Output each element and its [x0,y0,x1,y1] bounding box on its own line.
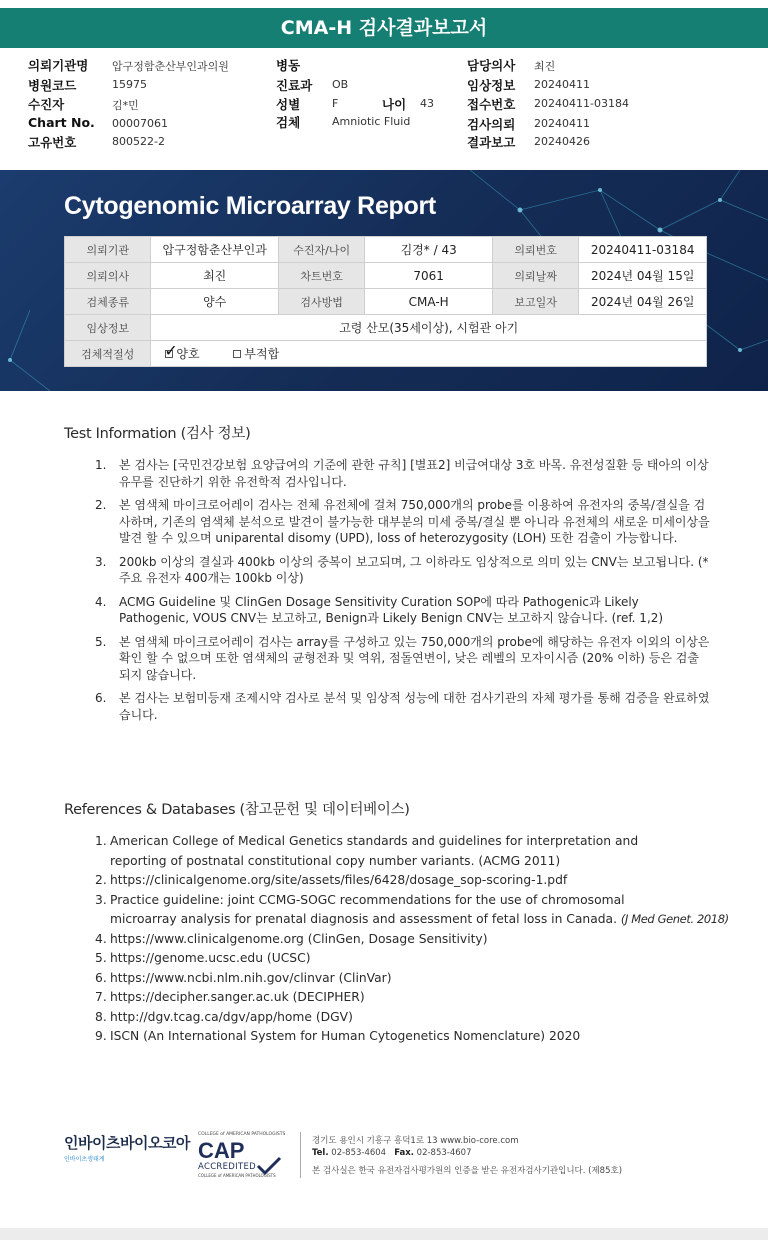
meta-header: 차트번호 [278,263,364,289]
specimen-value: Amniotic Fluid [332,115,411,128]
clinical-info-value: 고령 산모(35세이상), 시험관 아기 [151,315,707,341]
item-number: 6. [95,691,107,705]
patient-label: 수진자 [28,97,65,112]
meta-value: 최진 [151,263,279,289]
report-meta-table [64,236,707,367]
meta-value: 2024년 04월 15일 [579,263,707,289]
item-number: 2. [95,873,107,887]
footer-divider [300,1132,301,1178]
item-number: 3. [95,892,107,907]
list-item [95,457,710,490]
reference-text-cont: microarray analysis for prenatal diagnosis and assessment of fetal loss in Canada. [110,912,617,926]
adequacy-bad-option[interactable] [233,345,279,362]
chart-label: Chart No. [28,115,95,130]
item-number: 5. [95,951,107,965]
company-logo-sub: 인바이츠생태계 [64,1156,105,1163]
meta-value: 김경* / 43 [365,237,493,263]
item-text: 본 염색체 마이크로어레이 검사는 전체 유전체에 걸쳐 750,000개의 probe를 이용하여 유전자의 중복/결실을 검사하며, 기존의 염색체 분석으로 발견이 불가능한 대부분의 미세 중복/결실 뿐 아니라 유전체의 새로운 미세이상을 발견 할 수 있으며 uniparental disomy (UPD), loss of heterozygosity (LOH) 또한 검출이 가능합니다. [119,498,710,545]
fax-label: Fax. [394,1148,414,1158]
item-number: 2. [95,498,107,512]
adequacy-good-option[interactable] [164,341,200,362]
company-logo: 인바이츠바이오코아 [64,1134,190,1152]
report-banner [0,170,768,391]
hospital-code-label: 병원코드 [28,78,77,93]
dept-value: OB [332,78,349,91]
item-text: 본 검사는 [국민건강보험 요양급여의 기준에 관한 규칙] [별표2] 비급여대상 3호 바목. 유전성질환 등 태아의 이상 유무를 진단하기 위한 유전학적 검사입니다. [119,458,709,489]
clinical-value: 20240411 [534,78,590,91]
item-number: 8. [95,1009,107,1024]
reference-item[interactable] [95,930,735,950]
fax-value: 02-853-4607 [416,1148,472,1158]
reference-item[interactable] [95,1008,735,1028]
sex-label: 성별 [276,97,301,112]
specimen-adequacy [151,341,707,367]
doctor-label: 담당의사 [467,58,516,73]
dept-label: 진료과 [276,78,313,93]
doctor-value: 최진 [534,60,556,73]
test-info-title: Test Information (검사 정보) [64,426,251,442]
cap-main-text: CAP [198,1138,245,1163]
clinical-label: 임상정보 [467,78,516,93]
reference-link[interactable]: https://clinicalgenome.org/site/assets/files/6428/dosage_sop-scoring-1.pdf [110,873,568,887]
reference-link[interactable]: https://decipher.sanger.ac.uk (DECIPHER) [110,990,365,1004]
reference-link[interactable]: http://dgv.tcag.ca/dgv/app/home (DGV) [110,1009,353,1024]
meta-row [65,341,707,367]
meta-value: 7061 [365,263,493,289]
report-date-label: 결과보고 [467,135,516,150]
checkmark-icon [256,1156,282,1176]
item-number: 1. [95,458,107,472]
reference-link[interactable]: https://www.clinicalgenome.org (ClinGen, Dosage Sensitivity) [110,931,488,946]
request-label: 검사의뢰 [467,117,516,132]
meta-value: 압구정함춘산부인과 [151,237,279,263]
age-value: 43 [420,97,434,110]
list-item [95,497,710,547]
meta-header: 의뢰날짜 [492,263,578,289]
item-number: 4. [95,931,107,946]
reference-link[interactable]: https://www.ncbi.nlm.nih.gov/clinvar (ClinVar) [110,970,392,985]
cap-top-text: COLLEGE of AMERICAN PATHOLOGISTS [198,1132,286,1137]
item-number: 5. [95,634,107,649]
patient-value: 김*민 [112,99,139,112]
meta-header: 의뢰기관 [65,237,151,263]
reference-text-cont: reporting of postnatal constitutional copy number variants. (ACMG 2011) [110,853,561,868]
meta-header: 임상정보 [65,315,151,341]
list-item [95,554,710,587]
reference-item[interactable] [95,988,735,1008]
list-item [95,634,710,684]
checked-box-icon[interactable]: ✓ [164,341,178,360]
meta-value: CMA-H [365,289,493,315]
banner-title: Cytogenomic Microarray Report [64,192,436,220]
cap-bottom-text: COLLEGE of AMERICAN PATHOLOGISTS [198,1173,276,1178]
unique-value: 800522-2 [112,135,165,148]
reference-item[interactable] [95,969,735,989]
item-number: 6. [95,970,107,985]
request-value: 20240411 [534,117,590,130]
reference-text: Practice guideline: joint CCMG-SOGC recommendations for the use of chromosomal [110,892,625,907]
footer-address: 경기도 용인시 기흥구 흥덕1로 13 www.bio-core.com [312,1136,519,1146]
institution-value: 압구정함춘산부인과의원 [112,60,229,73]
meta-value: 20240411-03184 [579,237,707,263]
list-item [95,690,710,723]
meta-row [65,263,707,289]
page-bottom-strip [0,1228,768,1240]
cap-accredited-text: ACCREDITED [198,1162,256,1172]
reference-item[interactable] [95,871,735,891]
reference-item[interactable] [95,949,735,969]
meta-value: 양수 [151,289,279,315]
item-number: 3. [95,554,107,569]
item-number: 7. [95,990,107,1004]
item-text: ACMG Guideline 및 ClinGen Dosage Sensitivity Curation SOP에 따라 Pathogenic과 Likely Pathogenic, VOUS CNV는 보고하고, Benign과 Likely Benign CNV는 보고하지 않습니다. (ref. 1,2) [119,594,664,625]
meta-header: 의뢰의사 [65,263,151,289]
reference-item [95,1027,735,1047]
footer-contact [312,1148,471,1158]
sex-value: F [332,97,339,110]
tel-value: 02-853-4604 [331,1148,387,1158]
item-number: 1. [95,834,107,848]
meta-value: 2024년 04월 26일 [579,289,707,315]
reference-text: ISCN (An International System for Human Cytogenetics Nomenclature) 2020 [110,1029,581,1043]
receipt-value: 20240411-03184 [534,97,629,110]
item-text: 200kb 이상의 결실과 400kb 이상의 중복이 보고되며, 그 이하라도 임상적으로 의미 있는 CNV는 보고됩니다. (*주요 유전자 400개는 100kb 이상) [119,554,709,585]
item-text: 본 염색체 마이크로어레이 검사는 array를 구성하고 있는 750,000개의 probe에 해당하는 유전자 이외의 이상은 확인 할 수 없으며 또한 염색체의 균형전좌 및 역위, 점돌연변이, 낮은 레벨의 모자이시즘 (20% 이하) 등은 검출되지 않습니다. [119,634,710,682]
hospital-code-value: 15975 [112,78,147,91]
item-number: 4. [95,594,107,609]
report-title: CMA-H 검사결과보고서 [0,8,768,48]
reference-text: American College of Medical Genetics standards and guidelines for interpretation and [110,834,639,848]
list-item [95,594,710,627]
meta-header: 의뢰번호 [492,237,578,263]
references-list [95,832,735,1047]
item-text: 본 검사는 보험미등재 조제시약 검사로 분석 및 임상적 성능에 대한 검사기관의 자체 평가를 통해 검증을 완료하였습니다. [119,691,710,722]
tel-label: Tel. [312,1148,329,1158]
meta-header: 검체종류 [65,289,151,315]
unchecked-box-icon[interactable] [233,350,241,358]
age-label: 나이 [382,97,407,112]
report-date-value: 20240426 [534,135,590,148]
unique-label: 고유번호 [28,135,77,150]
institution-label: 의뢰기관명 [28,58,89,73]
meta-header: 수진자/나이 [278,237,364,263]
meta-row [65,289,707,315]
reference-item [95,832,735,871]
reference-item [95,891,735,930]
patient-info-block [0,52,768,156]
meta-row [65,237,707,263]
ward-label: 병동 [276,58,301,73]
meta-header: 검사방법 [278,289,364,315]
meta-row [65,315,707,341]
cap-accredited-logo [198,1132,290,1178]
footer-note: 본 검사실은 한국 유전자검사평가원의 인증을 받은 유전자검사기관입니다. (제85호) [312,1166,623,1176]
specimen-label: 검체 [276,115,301,130]
chart-value: 00007061 [112,117,168,130]
item-number: 9. [95,1029,107,1043]
reference-link[interactable]: https://genome.ucsc.edu (UCSC) [110,951,311,965]
references-title: References & Databases (참고문헌 및 데이터베이스) [64,802,410,818]
meta-header: 검체적절성 [65,341,151,367]
test-info-list [95,457,710,730]
adequacy-bad-label: 부적합 [244,347,280,361]
meta-header: 보고일자 [492,289,578,315]
receipt-label: 접수번호 [467,97,516,112]
reference-citation: (J Med Genet. 2018) [620,912,729,926]
report-footer [0,1126,768,1186]
adequacy-good-label: 양호 [176,347,200,361]
